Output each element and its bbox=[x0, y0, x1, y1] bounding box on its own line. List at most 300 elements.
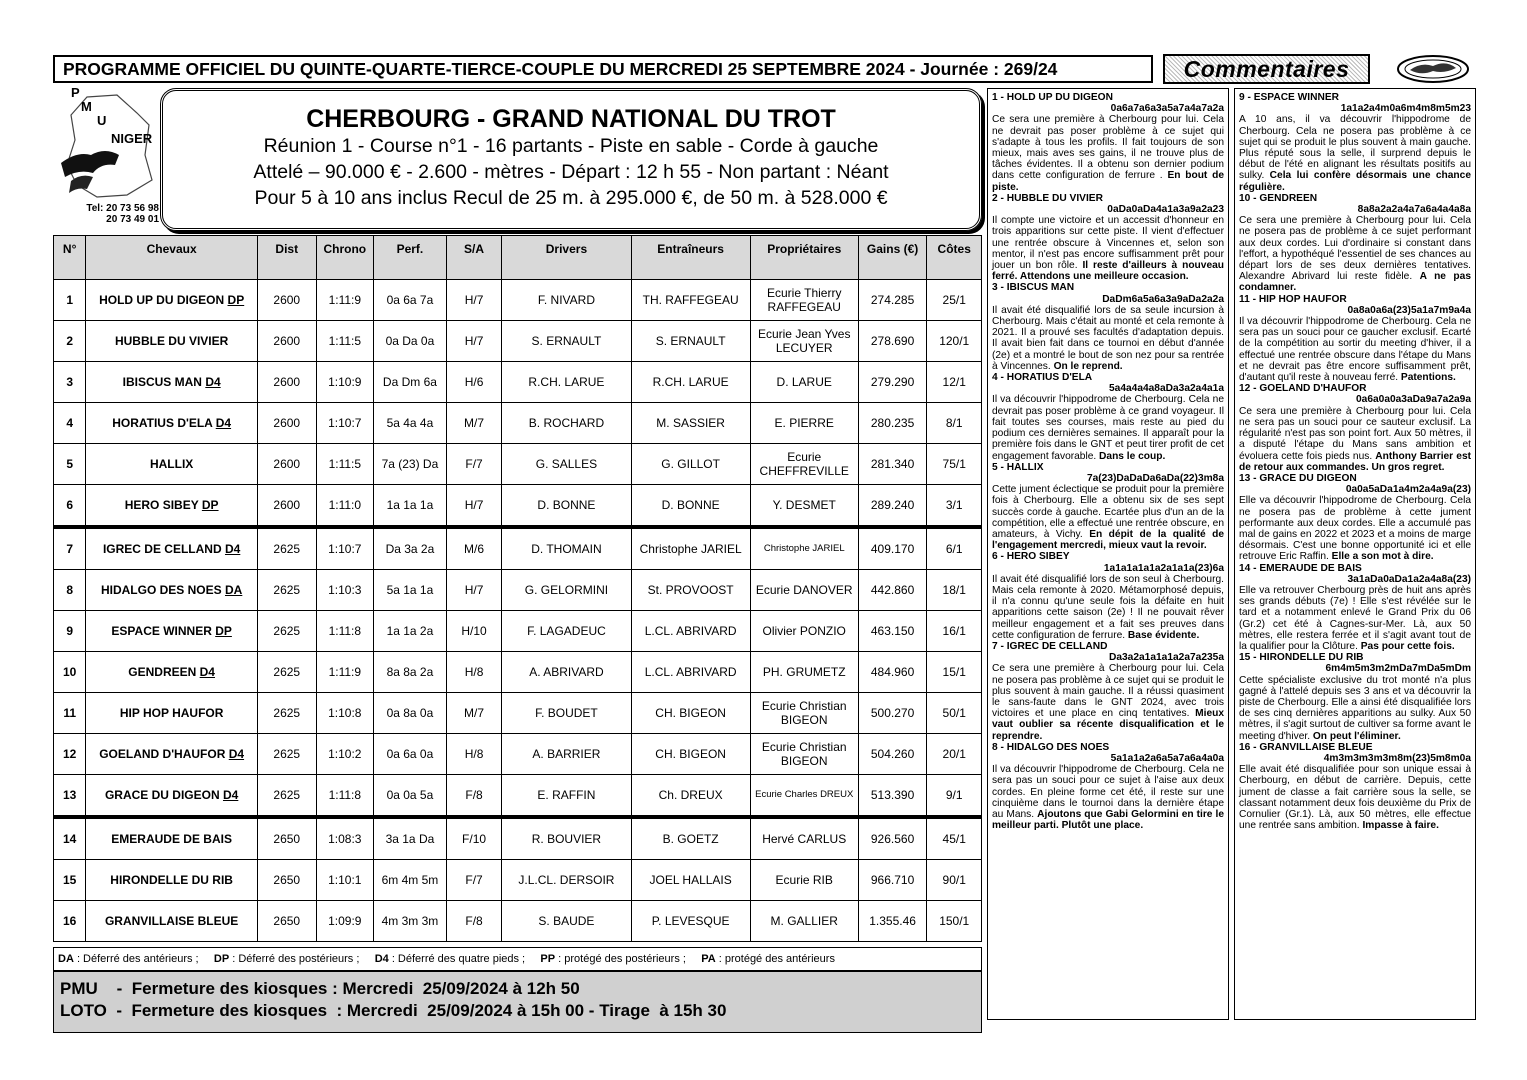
runner-number: 11 bbox=[54, 693, 86, 734]
sex-age: H/7 bbox=[446, 280, 502, 321]
sex-age: H/7 bbox=[446, 485, 502, 528]
comment-performances: 1a1a2a4m0a6m4m8m5m23 bbox=[1340, 103, 1471, 115]
comment-verdict: Il reste d'ailleurs à nouveau ferré. Attendons une meilleure occasion. bbox=[992, 260, 1224, 283]
runner-number: 12 bbox=[54, 734, 86, 775]
table-header-row bbox=[54, 236, 982, 280]
trainer-name: Christophe JARIEL bbox=[631, 527, 750, 570]
owner-name: D. LARUE bbox=[750, 362, 858, 403]
runner-row bbox=[54, 444, 982, 485]
sex-age: M/7 bbox=[446, 693, 502, 734]
gains: 278.690 bbox=[858, 321, 927, 362]
horse-name bbox=[86, 570, 258, 611]
column-header: Perf. bbox=[374, 236, 447, 280]
driver-name: B. ROCHARD bbox=[502, 403, 631, 444]
comment-horse-heading: 6 - HERO SIBEY bbox=[992, 551, 1070, 563]
driver-name: F. LAGADEUC bbox=[502, 611, 631, 652]
owner-name: Ecurie DANOVER bbox=[750, 570, 858, 611]
comment-block bbox=[1239, 294, 1471, 384]
comment-text bbox=[1239, 675, 1471, 742]
comment-performances: 0a8a0a6a(23)5a1a7m9a4a bbox=[1347, 304, 1471, 316]
comment-performances: DaDm6a5a6a3a9aDa2a2a bbox=[1102, 293, 1224, 305]
shoeing-tag: D4 bbox=[224, 542, 241, 556]
legend-da-text: : Déferré des antérieurs ; bbox=[73, 953, 199, 965]
comment-performances: 0a0a5aDa1a4m2a4a9a(23) bbox=[1345, 484, 1471, 496]
runner-row bbox=[54, 611, 982, 652]
comment-block bbox=[1239, 563, 1471, 653]
distance: 2625 bbox=[257, 734, 316, 775]
runner-number: 14 bbox=[54, 817, 86, 860]
odds: 8/1 bbox=[927, 403, 982, 444]
comment-block bbox=[1239, 92, 1471, 193]
comment-horse-heading: 10 - GENDREEN bbox=[1239, 192, 1318, 204]
distance: 2625 bbox=[257, 652, 316, 693]
distance: 2625 bbox=[257, 527, 316, 570]
owner-name: Ecurie Charles DREUX bbox=[750, 775, 858, 818]
comment-block bbox=[1239, 383, 1471, 473]
runner-row bbox=[54, 570, 982, 611]
comment-horse-heading: 16 - GRANVILLAISE BLEUE bbox=[1239, 741, 1373, 753]
horse-name bbox=[86, 734, 258, 775]
horse-name-text: HIRONDELLE DU RIB bbox=[110, 873, 233, 887]
owner-name: Christophe JARIEL bbox=[750, 527, 858, 570]
program-title: PROGRAMME OFFICIEL DU QUINTE-QUARTE-TIERCE-COUPLE DU MERCREDI 25 SEPTEMBRE 2024 - Journée : 269/24 bbox=[53, 55, 1153, 83]
comment-text bbox=[992, 764, 1224, 831]
comment-performances: 7a(23)DaDaDa6aDa(22)3m8a bbox=[1086, 472, 1224, 484]
horse-name bbox=[86, 775, 258, 818]
runner-number: 15 bbox=[54, 860, 86, 901]
horse-name-text: HIP HOP HAUFOR bbox=[119, 706, 224, 720]
runners-table bbox=[53, 235, 982, 942]
column-header: Gains (€) bbox=[858, 236, 927, 280]
svg-text:P: P bbox=[71, 85, 80, 100]
comments-title: Commentaires bbox=[1163, 54, 1370, 84]
comments-column-2 bbox=[1234, 88, 1476, 1020]
chrono: 1:10:7 bbox=[316, 527, 374, 570]
comment-text bbox=[992, 215, 1224, 282]
race-line-1: Réunion 1 - Course n°1 - 16 partants - Piste en sable - Corde à gauche bbox=[263, 135, 879, 157]
trainer-name: G. GILLOT bbox=[631, 444, 750, 485]
distance: 2650 bbox=[257, 901, 316, 942]
distance: 2600 bbox=[257, 485, 316, 528]
sex-age: F/8 bbox=[446, 901, 502, 942]
comment-body: Il avait été disqualifié lors de son seul à Cherbourg. Mais cela remonte à 2020. Métamorphosé depuis, il n'a connu qu'une seule fois la défaite en huit apparitions cette saison (2e) ! Il ne pouvait rêver meilleur engagement et a fait ses preuves dans cette configuration de ferrure. bbox=[992, 573, 1224, 641]
owner-name: Ecurie Thierry RAFFEGEAU bbox=[750, 280, 858, 321]
gains: 279.290 bbox=[858, 362, 927, 403]
comment-horse-heading: 4 - HORATIUS D'ELA bbox=[992, 372, 1093, 384]
horse-name-text: HIDALGO DES NOES bbox=[100, 583, 222, 597]
comment-horse-heading: 5 - HALLIX bbox=[992, 461, 1044, 473]
shoeing-tag: D4 bbox=[215, 416, 232, 430]
trainer-name: CH. BIGEON bbox=[631, 734, 750, 775]
owner-name: E. PIERRE bbox=[750, 403, 858, 444]
shoeing-tag: D4 bbox=[199, 665, 215, 679]
horse-name-text: HUBBLE DU VIVIER bbox=[114, 334, 229, 348]
shoeing-tag: DP bbox=[215, 624, 232, 638]
sex-age: F/8 bbox=[446, 775, 502, 818]
svg-text:U: U bbox=[97, 113, 107, 128]
legend-d4-code: D4 bbox=[374, 953, 389, 965]
horse-name bbox=[86, 652, 258, 693]
comment-performances: 1a1a1a1a1a2a1a1a(23)6a bbox=[1103, 562, 1224, 574]
legend-pa-code: PA bbox=[701, 953, 716, 965]
race-line-3: Pour 5 à 10 ans inclus Recul de 25 m. à 295.000 €, de 50 m. à 528.000 € bbox=[254, 187, 888, 209]
odds: 3/1 bbox=[927, 485, 982, 528]
distance: 2625 bbox=[257, 775, 316, 818]
runner-row bbox=[54, 403, 982, 444]
chrono: 1:11:5 bbox=[316, 321, 374, 362]
comment-horse-heading: 1 - HOLD UP DU DIGEON bbox=[992, 92, 1113, 103]
shoeing-tag: D4 bbox=[205, 375, 221, 389]
driver-name: R.CH. LARUE bbox=[502, 362, 631, 403]
trainer-name: P. LEVESQUE bbox=[631, 901, 750, 942]
comment-horse-heading: 2 - HUBBLE DU VIVIER bbox=[992, 192, 1103, 204]
trainer-name: St. PROVOOST bbox=[631, 570, 750, 611]
owner-name: Ecurie RIB bbox=[750, 860, 858, 901]
comment-body: Elle avait été disqualifiée pour son unique essai à Cherbourg, en début de carrière. Depuis, cette jument de classe a fait carrière sous la selle, se classant notamment deux fois deuxième du Prix de Cornulier (Gr.1). Là, aux 50 mètres, elle effectue une rentrée sans ambition. bbox=[1239, 764, 1471, 832]
driver-name: F. BOUDET bbox=[502, 693, 631, 734]
horse-name bbox=[86, 817, 258, 860]
trainer-name: Ch. DREUX bbox=[631, 775, 750, 818]
odds: 20/1 bbox=[927, 734, 982, 775]
chrono: 1:10:1 bbox=[316, 860, 374, 901]
horse-name-text: HERO SIBEY bbox=[124, 498, 199, 512]
column-header: Entraîneurs bbox=[631, 236, 750, 280]
trainer-name: L.CL. ABRIVARD bbox=[631, 652, 750, 693]
trainer-name: R.CH. LARUE bbox=[631, 362, 750, 403]
driver-name: R. BOUVIER bbox=[502, 817, 631, 860]
comment-performances: 6m4m5m3m2mDa7mDa5mDm bbox=[1325, 663, 1471, 675]
comment-text bbox=[992, 574, 1224, 641]
comment-verdict: Patentions. bbox=[1400, 372, 1456, 384]
column-header: Propriétaires bbox=[750, 236, 858, 280]
legend-pp-text: : protégé des postérieurs ; bbox=[555, 953, 686, 965]
gains: 500.270 bbox=[858, 693, 927, 734]
performance: Da 3a 2a bbox=[374, 527, 447, 570]
comment-verdict: Elle a son mot à dire. bbox=[1331, 551, 1434, 563]
trainer-name: B. GOETZ bbox=[631, 817, 750, 860]
horse-name bbox=[86, 403, 258, 444]
svg-text:NIGER: NIGER bbox=[111, 131, 153, 146]
comment-verdict: Ajoutons que Gabi Gelormini en tire le meilleur parti. Plutôt une place. bbox=[992, 809, 1224, 832]
runner-number: 1 bbox=[54, 280, 86, 321]
comment-body: Ce sera une première à Cherbourg pour lui. Cela ne posera pas de problème à ce sujet performant aux deux cordes. Lui d'ordinaire si constant dans l'effort, a hypothéqué l'essentiel de ses chances au départ lors de ses deux dernières tentatives. Alexandre Abrivard lui reste fidèle. bbox=[1239, 215, 1471, 283]
chrono: 1:10:8 bbox=[316, 693, 374, 734]
horse-name bbox=[86, 485, 258, 528]
owner-name: Y. DESMET bbox=[750, 485, 858, 528]
horse-name bbox=[86, 693, 258, 734]
comment-text bbox=[992, 305, 1224, 372]
shoeing-legend bbox=[53, 947, 982, 971]
column-header: Côtes bbox=[927, 236, 982, 280]
horse-name-text: HOLD UP DU DIGEON bbox=[99, 293, 225, 307]
performance: 5a 4a 4a bbox=[374, 403, 447, 444]
runner-row bbox=[54, 860, 982, 901]
runner-number: 4 bbox=[54, 403, 86, 444]
gains: 281.340 bbox=[858, 444, 927, 485]
comment-performances: 0a6a7a6a3a5a7a4a7a2a bbox=[1110, 103, 1224, 115]
comment-verdict: En dépit de la qualité de l'engagement mercredi, mieux vaut la revoir. bbox=[992, 528, 1224, 552]
comment-horse-heading: 15 - HIRONDELLE DU RIB bbox=[1239, 652, 1364, 664]
comment-body: Elle va découvrir l'hippodrome de Cherbourg. Cela ne posera pas de problème à cette jument performante aux deux cordes. Elle a accumulé pas mal de gains en 2022 et 2023 et a moins de marge désormais. C'est une bonne opportunité ici et elle retrouve Eric Raffin. bbox=[1239, 495, 1471, 563]
performance: 0a 6a 7a bbox=[374, 280, 447, 321]
horse-name-text: IBISCUS MAN bbox=[122, 375, 202, 389]
legend-dp-text: : Déferré des postérieurs ; bbox=[229, 953, 360, 965]
legend-pp-code: PP bbox=[540, 953, 556, 965]
driver-name: G. SALLES bbox=[502, 444, 631, 485]
comment-text bbox=[1239, 215, 1471, 293]
horse-logo-icon bbox=[1396, 54, 1470, 84]
comment-verdict: Mieux vaut oublier sa récente disqualification et le reprendre. bbox=[992, 708, 1224, 742]
gains: 484.960 bbox=[858, 652, 927, 693]
owner-name: Ecurie Christian BIGEON bbox=[750, 734, 858, 775]
gains: 280.235 bbox=[858, 403, 927, 444]
runner-row bbox=[54, 734, 982, 775]
trainer-name: TH. RAFFEGEAU bbox=[631, 280, 750, 321]
driver-name: S. BAUDE bbox=[502, 901, 631, 942]
gains: 274.285 bbox=[858, 280, 927, 321]
gains: 513.390 bbox=[858, 775, 927, 818]
horse-name-text: HALLIX bbox=[149, 457, 194, 471]
horse-name-text: IGREC DE CELLAND bbox=[102, 542, 222, 556]
distance: 2600 bbox=[257, 362, 316, 403]
driver-name: D. BONNE bbox=[502, 485, 631, 528]
comment-block bbox=[1239, 193, 1471, 294]
chrono: 1:11:8 bbox=[316, 775, 374, 818]
comment-performances: 5a1a1a2a6a5a7a6a4a0a bbox=[1110, 752, 1224, 764]
sex-age: H/7 bbox=[446, 570, 502, 611]
sex-age: H/10 bbox=[446, 611, 502, 652]
comment-horse-heading: 11 - HIP HOP HAUFOR bbox=[1239, 293, 1347, 305]
chrono: 1:11:0 bbox=[316, 485, 374, 528]
distance: 2600 bbox=[257, 280, 316, 321]
horse-name-text: GRACE DU DIGEON bbox=[104, 788, 220, 802]
runner-row bbox=[54, 362, 982, 403]
comment-text bbox=[1239, 406, 1471, 473]
performance: 1a 1a 1a bbox=[374, 485, 447, 528]
owner-name: Ecurie Jean Yves LECUYER bbox=[750, 321, 858, 362]
legend-pa-text: : protégé des antérieurs bbox=[715, 953, 835, 965]
comment-verdict: Impasse à faire. bbox=[1362, 820, 1439, 832]
distance: 2650 bbox=[257, 860, 316, 901]
odds: 12/1 bbox=[927, 362, 982, 403]
horse-name-text: GRANVILLAISE BLEUE bbox=[104, 914, 239, 928]
distance: 2600 bbox=[257, 444, 316, 485]
shoeing-tag: D4 bbox=[222, 788, 239, 802]
odds: 90/1 bbox=[927, 860, 982, 901]
column-header: Chevaux bbox=[86, 236, 258, 280]
comment-verdict: Pas pour cette fois. bbox=[1360, 640, 1455, 652]
gains: 463.150 bbox=[858, 611, 927, 652]
chrono: 1:11:5 bbox=[316, 444, 374, 485]
odds: 25/1 bbox=[927, 280, 982, 321]
horse-name bbox=[86, 860, 258, 901]
comment-block bbox=[992, 551, 1224, 641]
odds: 9/1 bbox=[927, 775, 982, 818]
sex-age: H/6 bbox=[446, 362, 502, 403]
owner-name: Ecurie CHEFFREVILLE bbox=[750, 444, 858, 485]
comment-block bbox=[992, 193, 1224, 283]
comment-horse-heading: 3 - IBISCUS MAN bbox=[992, 282, 1075, 294]
runner-number: 5 bbox=[54, 444, 86, 485]
chrono: 1:09:9 bbox=[316, 901, 374, 942]
performance: 0a 0a 5a bbox=[374, 775, 447, 818]
comment-body: Il va découvrir l'hippodrome de Cherbourg. Cela ne sera pas un souci pour ce sujet à l'aise aux deux cordes. En pleine forme cet été, il reste sur une cinquième dans le tournoi dans la dernière étape au Mans. bbox=[992, 764, 1224, 820]
column-header: Dist bbox=[257, 236, 316, 280]
chrono: 1:11:9 bbox=[316, 280, 374, 321]
trainer-name: M. SASSIER bbox=[631, 403, 750, 444]
comment-body: Il va découvrir l'hippodrome de Cherbourg. Cela ne sera pas un souci pour ce gaucher exclusif. Ecarté de la compétition au sortir du meeting d'hiver, il a effectué une rentrée obscure dans l'étape du Mans et ne devrait pas être encore suffisamment prêt, d'autant qu'il reste à nouveau ferré. bbox=[1239, 316, 1471, 384]
comment-body: A 10 ans, il va découvrir l'hippodrome de Cherbourg. Cela ne posera pas problème à ce sujet qui se produit le plus souvent à main gauche. Plus réputé sous la selle, il surprend depuis le début de l'été en alignant les résultats positifs au sulky. bbox=[1239, 114, 1471, 182]
column-header: Chrono bbox=[316, 236, 374, 280]
kiosk-closing-box bbox=[53, 971, 982, 1033]
horse-name-text: GOELAND D'HAUFOR bbox=[99, 747, 226, 761]
sex-age: H/7 bbox=[446, 321, 502, 362]
driver-name: D. THOMAIN bbox=[502, 527, 631, 570]
comment-block bbox=[992, 462, 1224, 552]
owner-name: PH. GRUMETZ bbox=[750, 652, 858, 693]
performance: 0a 8a 0a bbox=[374, 693, 447, 734]
comment-text bbox=[992, 114, 1224, 192]
chrono: 1:10:3 bbox=[316, 570, 374, 611]
comment-body: Ce sera une première à Cherbourg pour lui. Cela ne devrait pas poser problème à ce sujet qui s'adapte à tous les profils. Il fait toujours de son mieux, mais aves ses gains, il ne trouve plus de tâches évidentes. Il a obtenu son dernier podium dans cette configuration de ferrure . bbox=[992, 114, 1224, 182]
comment-verdict: En bout de piste. bbox=[992, 170, 1224, 193]
comment-verdict: Cela lui confère désormais une chance régulière. bbox=[1239, 170, 1471, 193]
distance: 2625 bbox=[257, 611, 316, 652]
shoeing-tag: DP bbox=[227, 293, 245, 307]
comment-horse-heading: 8 - HIDALGO DES NOES bbox=[992, 741, 1110, 753]
chrono: 1:10:7 bbox=[316, 403, 374, 444]
gains: 409.170 bbox=[858, 527, 927, 570]
driver-name: A. BARRIER bbox=[502, 734, 631, 775]
comment-verdict: Anthony Barrier est de retour aux commandes. Un gros regret. bbox=[1239, 450, 1472, 473]
runner-row bbox=[54, 527, 982, 570]
comment-body: Il compte une victoire et un accessit d'honneur en trois apparitions sur cette piste. Il vient d'effectuer une rentrée obscure à Vincennes et, selon son mentor, il n'est pas encore suffisamment prêt pour jouer un bon rôle. bbox=[992, 215, 1224, 272]
odds: 16/1 bbox=[927, 611, 982, 652]
comment-verdict: A ne pas condamner. bbox=[1239, 271, 1471, 294]
comment-performances: 3a1aDa0aDa1a2a4a8a(23) bbox=[1347, 573, 1471, 585]
comment-text bbox=[1239, 316, 1471, 383]
horse-name bbox=[86, 527, 258, 570]
comment-text bbox=[992, 484, 1224, 551]
comment-body: Ce sera une première à Cherbourg pour lui. Cela ne sera pas un souci pour ce sauteur exclusif. La régularité n'est pas son point fort. Aux 50 mètres, il a disputé l'étape du Mans sans ambition et évoluera cette fois pieds nus. bbox=[1239, 405, 1471, 462]
chrono: 1:11:9 bbox=[316, 652, 374, 693]
horse-name-text: ESPACE WINNER bbox=[111, 624, 212, 638]
comment-text bbox=[1239, 495, 1471, 562]
phone-number-2: 20 73 49 01 bbox=[106, 214, 159, 225]
runner-row bbox=[54, 693, 982, 734]
odds: 150/1 bbox=[927, 901, 982, 942]
odds: 50/1 bbox=[927, 693, 982, 734]
column-header: N° bbox=[54, 236, 86, 280]
gains: 289.240 bbox=[858, 485, 927, 528]
comment-block bbox=[992, 92, 1224, 193]
owner-name: Olivier PONZIO bbox=[750, 611, 858, 652]
comment-verdict: Dans le coup. bbox=[1099, 450, 1166, 462]
trainer-name: L.CL. ABRIVARD bbox=[631, 611, 750, 652]
driver-name: G. GELORMINI bbox=[502, 570, 631, 611]
comment-body: Cette jument éclectique se produit pour la première fois à Cherbourg. Elle a obtenu six de ses sept succès corde à gauche. Ecartée plus d'un an de la compétition, elle a effectué une rentrée obscure, en amateurs, à Vichy. bbox=[992, 484, 1225, 540]
gains: 504.260 bbox=[858, 734, 927, 775]
race-line-2: Attelé – 90.000 € - 2.600 - mètres - Départ : 12 h 55 - Non partant : Néant bbox=[253, 161, 889, 183]
odds: 75/1 bbox=[927, 444, 982, 485]
runner-row bbox=[54, 652, 982, 693]
gains: 442.860 bbox=[858, 570, 927, 611]
performance: Da Dm 6a bbox=[374, 362, 447, 403]
comments-column-1 bbox=[987, 88, 1229, 1020]
runner-number: 3 bbox=[54, 362, 86, 403]
sex-age: F/7 bbox=[446, 444, 502, 485]
horse-name-text: HORATIUS D'ELA bbox=[112, 416, 213, 430]
performance: 6m 4m 5m bbox=[374, 860, 447, 901]
phone-number-1: Tel: 20 73 56 98 bbox=[86, 203, 159, 214]
horse-name bbox=[86, 444, 258, 485]
sex-age: F/10 bbox=[446, 817, 502, 860]
odds: 120/1 bbox=[927, 321, 982, 362]
owner-name: M. GALLIER bbox=[750, 901, 858, 942]
owner-name: Ecurie Christian BIGEON bbox=[750, 693, 858, 734]
distance: 2625 bbox=[257, 693, 316, 734]
gains: 966.710 bbox=[858, 860, 927, 901]
trainer-name: CH. BIGEON bbox=[631, 693, 750, 734]
comment-text bbox=[1239, 114, 1471, 192]
comment-block bbox=[1239, 473, 1471, 563]
horse-name-text: EMERAUDE DE BAIS bbox=[111, 832, 232, 846]
legend-da-code: DA bbox=[58, 953, 74, 965]
sex-age: M/7 bbox=[446, 403, 502, 444]
race-title: CHERBOURG - GRAND NATIONAL DU TROT bbox=[306, 105, 836, 133]
comment-block bbox=[1239, 742, 1471, 832]
shoeing-tag: D4 bbox=[228, 747, 245, 761]
runner-number: 8 bbox=[54, 570, 86, 611]
comment-horse-heading: 12 - GOELAND D'HAUFOR bbox=[1239, 383, 1367, 395]
comment-text bbox=[992, 663, 1224, 741]
gains: 1.355.46 bbox=[858, 901, 927, 942]
performance: 4m 3m 3m bbox=[374, 901, 447, 942]
comment-block bbox=[992, 372, 1224, 462]
sex-age: M/6 bbox=[446, 527, 502, 570]
comment-block bbox=[992, 282, 1224, 372]
owner-name: Hervé CARLUS bbox=[750, 817, 858, 860]
comment-body: Cette spécialiste exclusive du trot monté n'a plus gagné à l'attelé depuis ses 3 ans et va découvrir la piste de Cherbourg. Elle a ainsi été disqualifiée lors de ses cinq dernières apparitions au sulky. Aux 50 mètres, il s'agit surtout de cultiver sa forme avant le meeting d'hiver. bbox=[1239, 674, 1471, 742]
comment-body: Ce sera une première à Cherbourg pour lui. Cela ne posera pas problème à ce sujet qui se produit le plus souvent à main gauche. Il a réussi quasiment le sans-faute dans le GNT 2024, avec trois victoires et une place en cinq tentatives. bbox=[992, 663, 1224, 720]
horse-name-text: GENDREEN bbox=[128, 665, 197, 679]
performance: 7a (23) Da bbox=[374, 444, 447, 485]
odds: 45/1 bbox=[927, 817, 982, 860]
runner-row bbox=[54, 280, 982, 321]
kiosk-pmu-line: PMU - Fermeture des kiosques : Mercredi 25/09/2024 à 12h 50 bbox=[60, 979, 580, 998]
runner-row bbox=[54, 775, 982, 818]
runner-row bbox=[54, 817, 982, 860]
driver-name: J.L.CL. DERSOIR bbox=[502, 860, 631, 901]
comment-body: Il avait été disqualifié lors de sa seule incursion à Cherbourg. Mais c'était au monté et cela remonte à 2021. Il a prouvé ses facultés d'adaptation depuis. Il avait bien fait dans ce tournoi en début d'année (2e) et a montré le bout de son nez pour sa rentrée à Vincennes. bbox=[992, 304, 1224, 372]
distance: 2650 bbox=[257, 817, 316, 860]
performance: 1a 1a 2a bbox=[374, 611, 447, 652]
comment-performances: Da3a2a1a1a1a2a7a235a bbox=[1108, 652, 1224, 664]
driver-name: E. RAFFIN bbox=[502, 775, 631, 818]
sex-age: H/8 bbox=[446, 652, 502, 693]
comment-verdict: Base évidente. bbox=[1127, 629, 1200, 641]
odds: 6/1 bbox=[927, 527, 982, 570]
chrono: 1:08:3 bbox=[316, 817, 374, 860]
odds: 15/1 bbox=[927, 652, 982, 693]
runner-row bbox=[54, 321, 982, 362]
runner-number: 13 bbox=[54, 775, 86, 818]
odds: 18/1 bbox=[927, 570, 982, 611]
comment-performances: 5a4a4a4a8aDa3a2a4a1a bbox=[1108, 383, 1224, 395]
comment-horse-heading: 13 - GRACE DU DIGEON bbox=[1239, 472, 1357, 484]
driver-name: A. ABRIVARD bbox=[502, 652, 631, 693]
chrono: 1:11:8 bbox=[316, 611, 374, 652]
